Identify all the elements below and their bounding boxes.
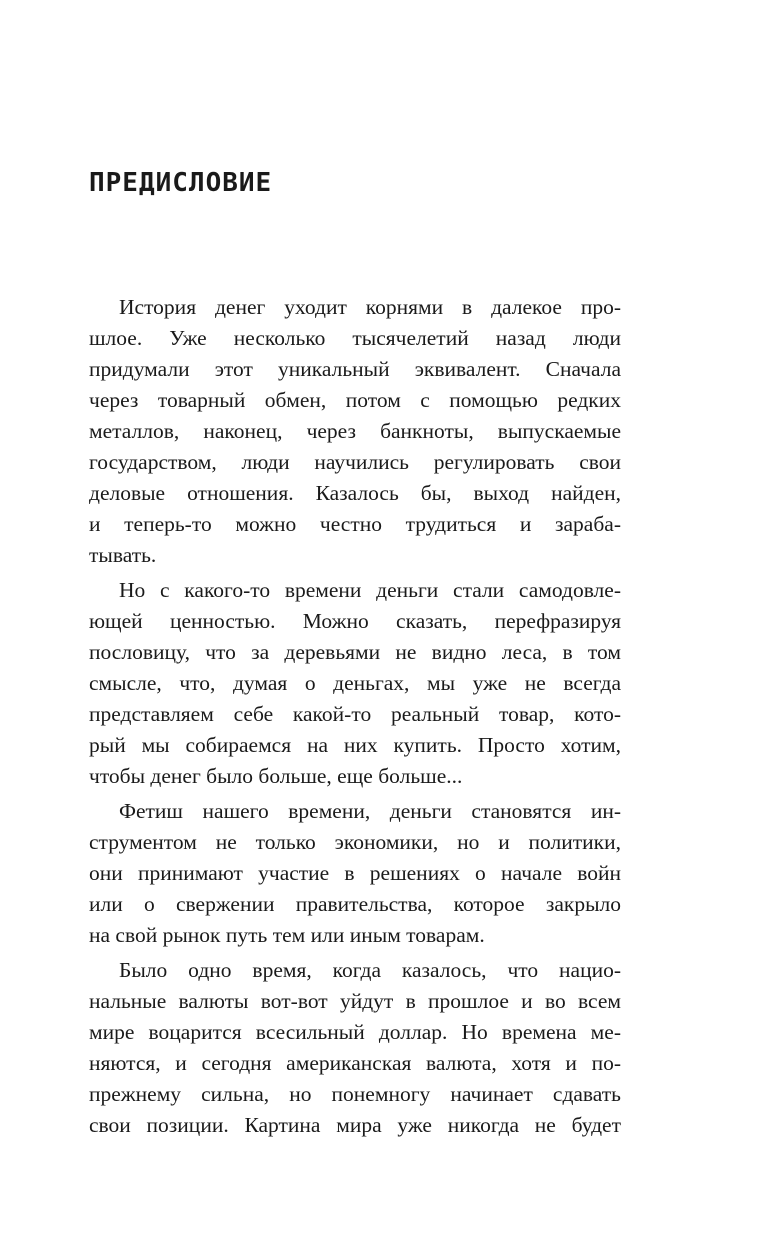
- text-line: чтобы денег было больше, еще больше...: [89, 764, 463, 788]
- text-line: металлов, наконец, через банкноты, выпускаемые: [89, 419, 621, 443]
- text-line: деловые отношения. Казалось бы, выход найден,: [89, 481, 621, 505]
- text-line: тывать.: [89, 543, 157, 567]
- paragraph-3: [89, 796, 621, 951]
- text-line: представляем себе какой-то реальный товар, кото-: [89, 702, 621, 726]
- text-line: и теперь-то можно честно трудиться и зараба-: [89, 512, 621, 536]
- text-line: на свой рынок путь тем или иным товарам.: [89, 923, 485, 947]
- text-line: свои позиции. Картина мира уже никогда не будет: [89, 1113, 621, 1137]
- chapter-heading: ПРЕДИСЛОВИЕ: [89, 168, 273, 198]
- text-line: придумали этот уникальный эквивалент. Сначала: [89, 357, 621, 381]
- text-line: рый мы собираемся на них купить. Просто хотим,: [89, 733, 621, 757]
- text-line: История денег уходит корнями в далекое про-: [119, 295, 621, 319]
- text-line: или о свержении правительства, которое закрыло: [89, 892, 621, 916]
- text-line: Фетиш нашего времени, деньги становятся ин-: [119, 799, 621, 823]
- text-line: струментом не только экономики, но и политики,: [89, 830, 621, 854]
- paragraph-2: [89, 575, 621, 792]
- text-line: шлое. Уже несколько тысячелетий назад люди: [89, 326, 621, 350]
- text-line: Но с какого-то времени деньги стали самодовле-: [119, 578, 621, 602]
- text-line: няются, и сегодня американская валюта, хотя и по-: [89, 1051, 621, 1075]
- paragraph-4: [89, 955, 621, 1141]
- text-line: государством, люди научились регулировать свои: [89, 450, 621, 474]
- text-line: смысле, что, думая о деньгах, мы уже не всегда: [89, 671, 621, 695]
- text-line: Было одно время, когда казалось, что нацио-: [119, 958, 621, 982]
- text-line: они принимают участие в решениях о начале войн: [89, 861, 621, 885]
- text-line: пословицу, что за деревьями не видно леса, в том: [89, 640, 621, 664]
- text-line: ющей ценностью. Можно сказать, перефразируя: [89, 609, 621, 633]
- text-line: через товарный обмен, потом с помощью редких: [89, 388, 621, 412]
- text-line: прежнему сильна, но понемногу начинает сдавать: [89, 1082, 621, 1106]
- text-line: нальные валюты вот-вот уйдут в прошлое и во всем: [89, 989, 621, 1013]
- paragraph-1: [89, 292, 621, 571]
- text-line: мире воцарится всесильный доллар. Но времена ме-: [89, 1020, 621, 1044]
- body-text: [89, 292, 621, 1141]
